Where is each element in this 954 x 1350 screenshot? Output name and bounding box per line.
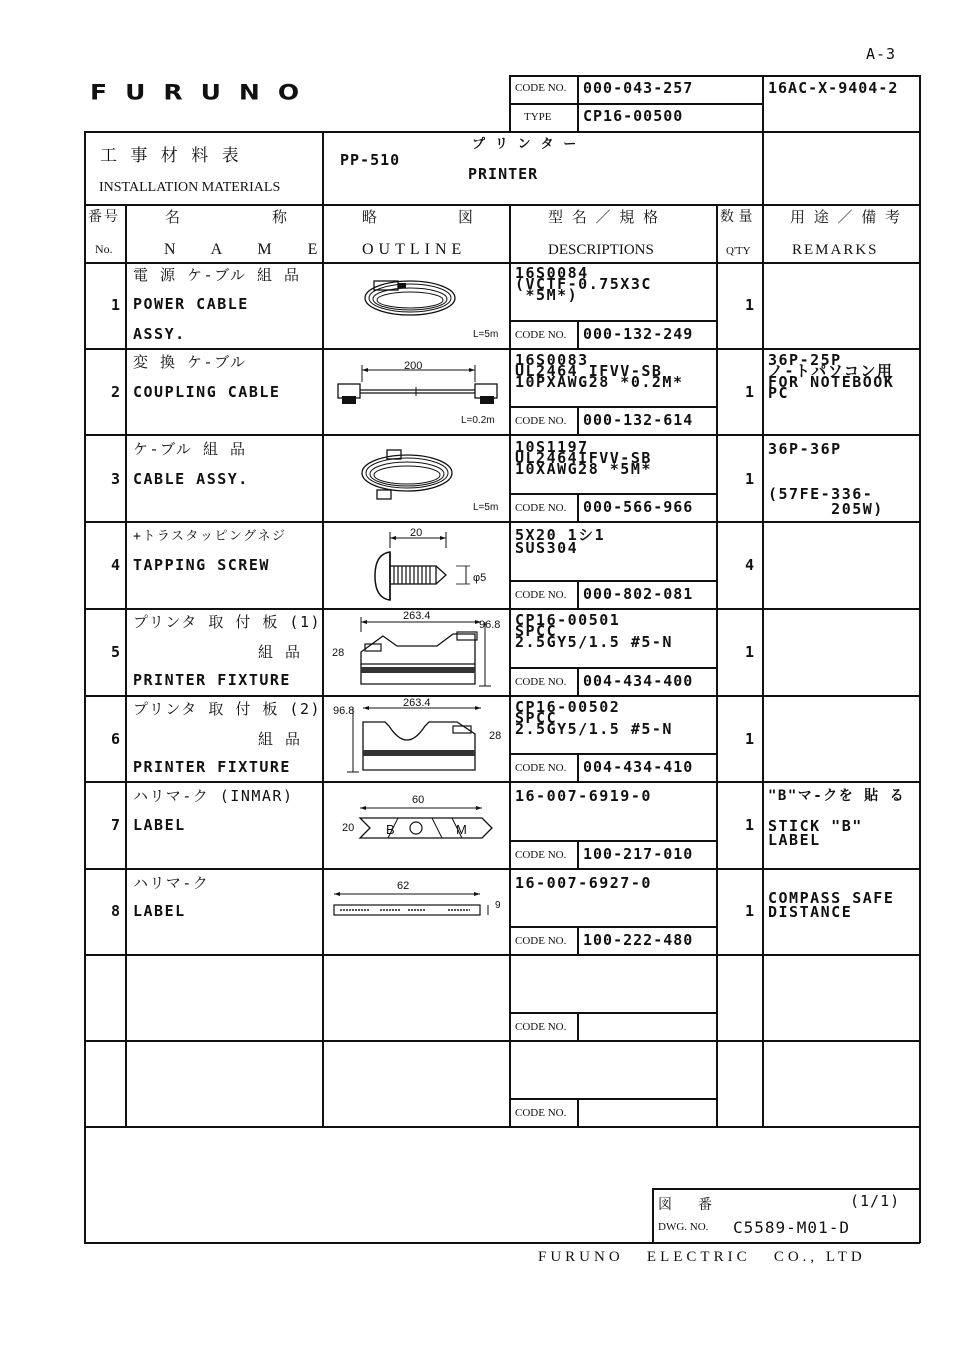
dimension-label-3: 28 xyxy=(332,647,345,659)
row-no: 1 xyxy=(111,296,122,314)
name-en: CABLE ASSY. xyxy=(133,470,249,488)
name-jp: プリンタ 取 付 板 (1) xyxy=(133,613,322,631)
code-no-label: CODE NO. xyxy=(515,82,567,94)
row-no: 6 xyxy=(111,730,122,748)
dimension-label: 62 xyxy=(397,880,410,892)
description: 16-007-6927-0 xyxy=(515,874,652,892)
name-jp-2: 組 品 xyxy=(258,643,302,661)
dwg-number: C5589-M01-D xyxy=(733,1218,850,1237)
inmar-label-outline-icon xyxy=(352,796,497,846)
dimension-label: 20 xyxy=(410,527,423,539)
code-label: CODE NO. xyxy=(515,849,567,861)
col-desc-en: DESCRIPTIONS xyxy=(548,242,654,258)
code-value: 004-434-410 xyxy=(583,758,694,776)
type-label: TYPE xyxy=(524,111,552,123)
row-no: 7 xyxy=(111,816,122,834)
company-name: FURUNO ELECTRIC CO., LTD xyxy=(538,1249,866,1265)
code-value: 000-132-614 xyxy=(583,411,694,429)
code-value: 000-132-249 xyxy=(583,325,694,343)
description: CP16-00501 SPCC 2.5GY5/1.5 #5-N xyxy=(515,611,673,651)
quantity: 1 xyxy=(745,643,756,661)
quantity: 1 xyxy=(745,470,756,488)
row-no: 8 xyxy=(111,902,122,920)
name-jp-2: 組 品 xyxy=(258,730,302,748)
name-en: TAPPING SCREW xyxy=(133,556,270,574)
code-value: 000-566-966 xyxy=(583,498,694,516)
compass-safe-label-outline-icon xyxy=(330,885,495,925)
name-en: LABEL xyxy=(133,902,186,920)
code-value: 004-434-400 xyxy=(583,672,694,690)
remarks-2: STICK "B" LABEL xyxy=(768,817,863,849)
quantity: 1 xyxy=(745,383,756,401)
dimension-label-2: φ5 xyxy=(473,572,487,584)
sheet-number: (1/1) xyxy=(850,1192,901,1210)
description: 10S1197 UL2464IFVV-SB 10XAWG28 *5M* xyxy=(515,438,652,478)
col-outline-jp-b: 図 xyxy=(458,208,474,226)
cable-assy-outline-icon xyxy=(357,445,467,507)
outline-note: L=5m xyxy=(473,502,499,513)
code-value: 100-217-010 xyxy=(583,845,694,863)
code-no-value: 000-043-257 xyxy=(583,79,694,97)
description: 16S0083 UL2464 IFVV-SB 10PXAWG28 *0.2M* xyxy=(515,351,684,391)
product-en: PRINTER xyxy=(468,165,539,183)
title-en: INSTALLATION MATERIALS xyxy=(99,180,281,195)
row-no: 5 xyxy=(111,643,122,661)
remarks: 36P-25P ノ-トパソコン用 FOR NOTEBOOK PC xyxy=(768,351,895,402)
printer-fixture-2-outline-icon xyxy=(345,698,495,778)
code-label: CODE NO. xyxy=(515,762,567,774)
row-no: 4 xyxy=(111,556,122,574)
dimension-label: 263.4 xyxy=(403,697,431,709)
name-en: POWER CABLE xyxy=(133,295,249,313)
outline-note: L=0.2m xyxy=(461,415,495,426)
tapping-screw-outline-icon xyxy=(370,528,480,606)
col-outline-jp-a: 略 xyxy=(362,208,378,226)
col-no-en: No. xyxy=(95,242,113,256)
svg-text:M: M xyxy=(456,822,467,837)
quantity: 1 xyxy=(745,902,756,920)
dwg-label: DWG. NO. xyxy=(658,1221,709,1233)
description: 5X20 1シ1 SUS304 xyxy=(515,526,606,557)
dimension-label: 60 xyxy=(412,794,425,806)
col-name-en: N A M E xyxy=(164,241,334,258)
dimension-label-2: 20 xyxy=(342,822,355,834)
code-label: CODE NO. xyxy=(515,415,567,427)
remarks-2: (57FE-336- 205W) xyxy=(768,485,884,518)
code-label: CODE NO. xyxy=(515,676,567,688)
name-en: PRINTER FIXTURE xyxy=(133,758,291,776)
col-remarks-jp: 用 途 ／ 備 考 xyxy=(790,208,903,226)
code-value: 000-802-081 xyxy=(583,585,694,603)
col-qty-en: Q'TY xyxy=(726,245,751,257)
col-name-jp-a: 名 xyxy=(165,208,181,226)
col-desc-jp: 型 名 ／ 規 格 xyxy=(548,208,661,226)
col-outline-en: OUTLINE xyxy=(362,241,467,258)
col-name-jp-b: 称 xyxy=(272,208,288,226)
name-jp: ハリマ-ク (INMAR) xyxy=(133,787,294,805)
remarks: "B"マ-クを 貼 る xyxy=(768,788,906,804)
code-value: 100-222-480 xyxy=(583,931,694,949)
dwg-label-jp: 図 番 xyxy=(658,1197,718,1213)
dimension-label-2: 96.8 xyxy=(479,619,501,631)
name-en: COUPLING CABLE xyxy=(133,383,281,401)
model: PP-510 xyxy=(340,151,401,169)
drawing-ref: 16AC-X-9404-2 xyxy=(768,79,899,97)
outline-note: L=5m xyxy=(473,329,499,340)
col-qty-jp: 数 量 xyxy=(720,209,753,225)
col-remarks-en: REMARKS xyxy=(792,242,879,258)
code-label: CODE NO. xyxy=(515,589,567,601)
row-no: 3 xyxy=(111,470,122,488)
name-jp: ケ-ブル 組 品 xyxy=(133,440,247,458)
dimension-label: 263.4 xyxy=(403,610,431,622)
dimension-label-2: 96.8 xyxy=(333,705,355,717)
quantity: 1 xyxy=(745,730,756,748)
name-en-2: ASSY. xyxy=(133,325,186,343)
description: 16S0084 (VCTF-0.75X3C *5M*) xyxy=(515,264,652,304)
name-jp: +トラスタッピングネジ xyxy=(133,529,287,544)
power-cable-outline-icon xyxy=(360,272,470,332)
page-number: A-3 xyxy=(866,45,897,63)
quantity: 1 xyxy=(745,816,756,834)
title-jp: 工 事 材 料 表 xyxy=(100,146,243,166)
dimension-label-3: 28 xyxy=(489,730,502,742)
quantity: 1 xyxy=(745,296,756,314)
name-jp: ハリマ-ク xyxy=(133,874,210,892)
name-jp: 電 源 ケ-ブル 組 品 xyxy=(133,266,301,284)
type-value: CP16-00500 xyxy=(583,107,684,125)
row-no: 2 xyxy=(111,383,122,401)
name-en: PRINTER FIXTURE xyxy=(133,671,291,689)
furuno-logo: FURUNO xyxy=(90,80,318,105)
code-label: CODE NO. xyxy=(515,935,567,947)
remarks: COMPASS SAFE DISTANCE xyxy=(768,889,895,921)
description: 16-007-6919-0 xyxy=(515,787,652,805)
quantity: 4 xyxy=(745,556,756,574)
code-label: CODE NO. xyxy=(515,502,567,514)
product-jp: プ リ ン タ ー xyxy=(472,137,578,152)
description: CP16-00502 SPCC 2.5GY5/1.5 #5-N xyxy=(515,698,673,738)
remarks: 36P-36P xyxy=(768,440,842,458)
col-no-jp: 番号 xyxy=(88,209,120,225)
name-jp: プリンタ 取 付 板 (2) xyxy=(133,700,322,718)
svg-text:B: B xyxy=(386,822,395,837)
code-label: CODE NO. xyxy=(515,329,567,341)
name-jp: 変 換 ケ-ブル xyxy=(133,353,247,371)
code-label: CODE NO. xyxy=(515,1021,567,1033)
dimension-label: 200 xyxy=(404,360,423,372)
name-en: LABEL xyxy=(133,816,186,834)
code-label: CODE NO. xyxy=(515,1107,567,1119)
printer-fixture-1-outline-icon xyxy=(345,612,495,692)
dimension-label-2: 9 xyxy=(495,900,501,911)
